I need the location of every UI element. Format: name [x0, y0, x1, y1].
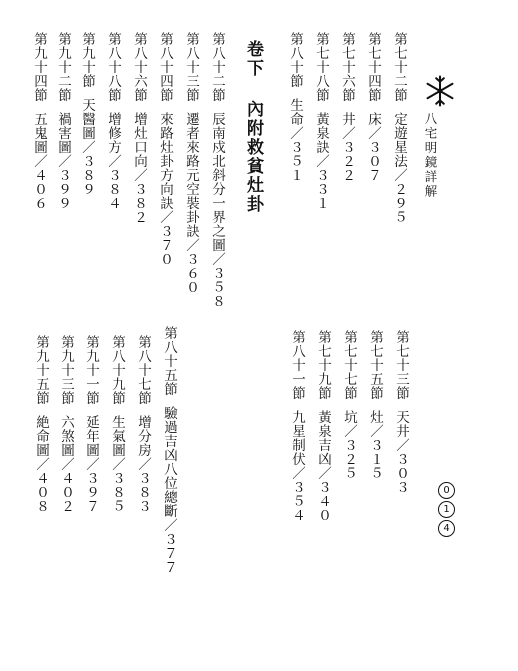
toc-entry[interactable] [289, 330, 305, 522]
section-number: 第八十節 [287, 32, 303, 88]
section-title: 灶／３１５ [367, 410, 383, 480]
section-title: 黃泉訣／３３１ [313, 112, 329, 210]
section-number: 第八十七節 [135, 335, 151, 405]
volume-label: 卷下 [243, 40, 263, 78]
section-number: 第九十三節 [58, 335, 74, 405]
toc-entry[interactable] [209, 32, 225, 308]
toc-entry[interactable] [55, 32, 71, 210]
section-number: 第七十九節 [315, 330, 331, 400]
page-number-digit: 0 [438, 482, 455, 499]
section-number: 第八十六節 [131, 32, 147, 102]
toc-entry[interactable] [313, 32, 329, 210]
section-number: 第八十九節 [109, 335, 125, 405]
toc-entry[interactable] [135, 335, 151, 513]
section-title: 床／３０７ [365, 112, 381, 182]
toc-entry[interactable] [131, 32, 147, 224]
toc-entry[interactable] [31, 32, 47, 210]
page-number-digit: 1 [438, 501, 455, 518]
section-title: 六煞圖／４０２ [58, 415, 74, 513]
section-title: 天醫圖／３８９ [79, 98, 95, 196]
section-title: 增灶口向／３８２ [131, 112, 147, 224]
section-number: 第七十三節 [393, 330, 409, 400]
toc-entry[interactable] [365, 32, 381, 182]
section-title: 驗過吉凶八位總斷／３７７ [161, 406, 177, 574]
section-title: 井／３２２ [339, 112, 355, 182]
section-number: 第九十五節 [33, 335, 49, 405]
toc-entry[interactable] [183, 32, 199, 294]
section-title: 來路灶卦方向訣／３７０ [157, 112, 173, 266]
section-number: 第八十四節 [157, 32, 173, 102]
toc-entry[interactable] [367, 330, 383, 480]
section-title: 絶命圖／４０８ [33, 415, 49, 513]
section-title: 增修方／３８４ [105, 112, 121, 210]
section-number: 第九十節 [79, 32, 95, 88]
section-title: 天井／３０３ [393, 410, 409, 494]
section-title: 生氣圖／３８５ [109, 415, 125, 513]
toc-entry[interactable] [161, 326, 177, 574]
section-number: 第八十一節 [289, 330, 305, 400]
page-number [438, 482, 456, 537]
toc-entry[interactable] [157, 32, 173, 266]
page-number-digit: 4 [438, 520, 455, 537]
toc-entry[interactable] [315, 330, 331, 522]
section-title: 增分房／３８３ [135, 415, 151, 513]
section-title: 坑／３２５ [341, 410, 357, 480]
section-number: 第八十五節 [161, 326, 177, 396]
section-number: 第七十五節 [367, 330, 383, 400]
section-number: 第七十四節 [365, 32, 381, 102]
toc-entry[interactable] [393, 330, 409, 494]
section-title: 生命／３５１ [287, 98, 303, 182]
toc-entry[interactable] [83, 335, 99, 513]
volume-heading [243, 40, 263, 214]
toc-entry[interactable] [391, 32, 407, 224]
toc-entry[interactable] [58, 335, 74, 513]
section-number: 第七十二節 [391, 32, 407, 102]
section-number: 第九十二節 [55, 32, 71, 102]
toc-entry[interactable] [33, 335, 49, 513]
section-number: 第八十八節 [105, 32, 121, 102]
book-title: 八宅明鏡詳解 [423, 112, 438, 199]
section-number: 第七十八節 [313, 32, 329, 102]
section-title: 禍害圖／３９９ [55, 112, 71, 210]
toc-entry[interactable] [339, 32, 355, 182]
section-number: 第八十二節 [209, 32, 225, 102]
section-title: 遷者來路元空裝卦訣／３６０ [183, 112, 199, 294]
section-title: 定遊星法／２９５ [391, 112, 407, 224]
section-title: 辰南戍北斜分一界之圖／３５８ [209, 112, 225, 308]
section-number: 第九十一節 [83, 335, 99, 405]
section-title: 五鬼圖／４０６ [31, 112, 47, 210]
section-number: 第八十三節 [183, 32, 199, 102]
section-number: 第九十四節 [31, 32, 47, 102]
section-number: 第七十六節 [339, 32, 355, 102]
toc-entry[interactable] [105, 32, 121, 210]
section-title: 黃泉吉凶／３４０ [315, 410, 331, 522]
section-title: 九星制伏／３５４ [289, 410, 305, 522]
volume-subtitle: 內附救貧灶卦 [243, 100, 263, 214]
section-number: 第七十七節 [341, 330, 357, 400]
snowflake-icon [423, 74, 457, 108]
section-title: 延年圖／３９７ [83, 415, 99, 513]
toc-entry[interactable] [79, 32, 95, 196]
toc-entry[interactable] [287, 32, 303, 182]
toc-entry[interactable] [341, 330, 357, 480]
toc-entry[interactable] [109, 335, 125, 513]
